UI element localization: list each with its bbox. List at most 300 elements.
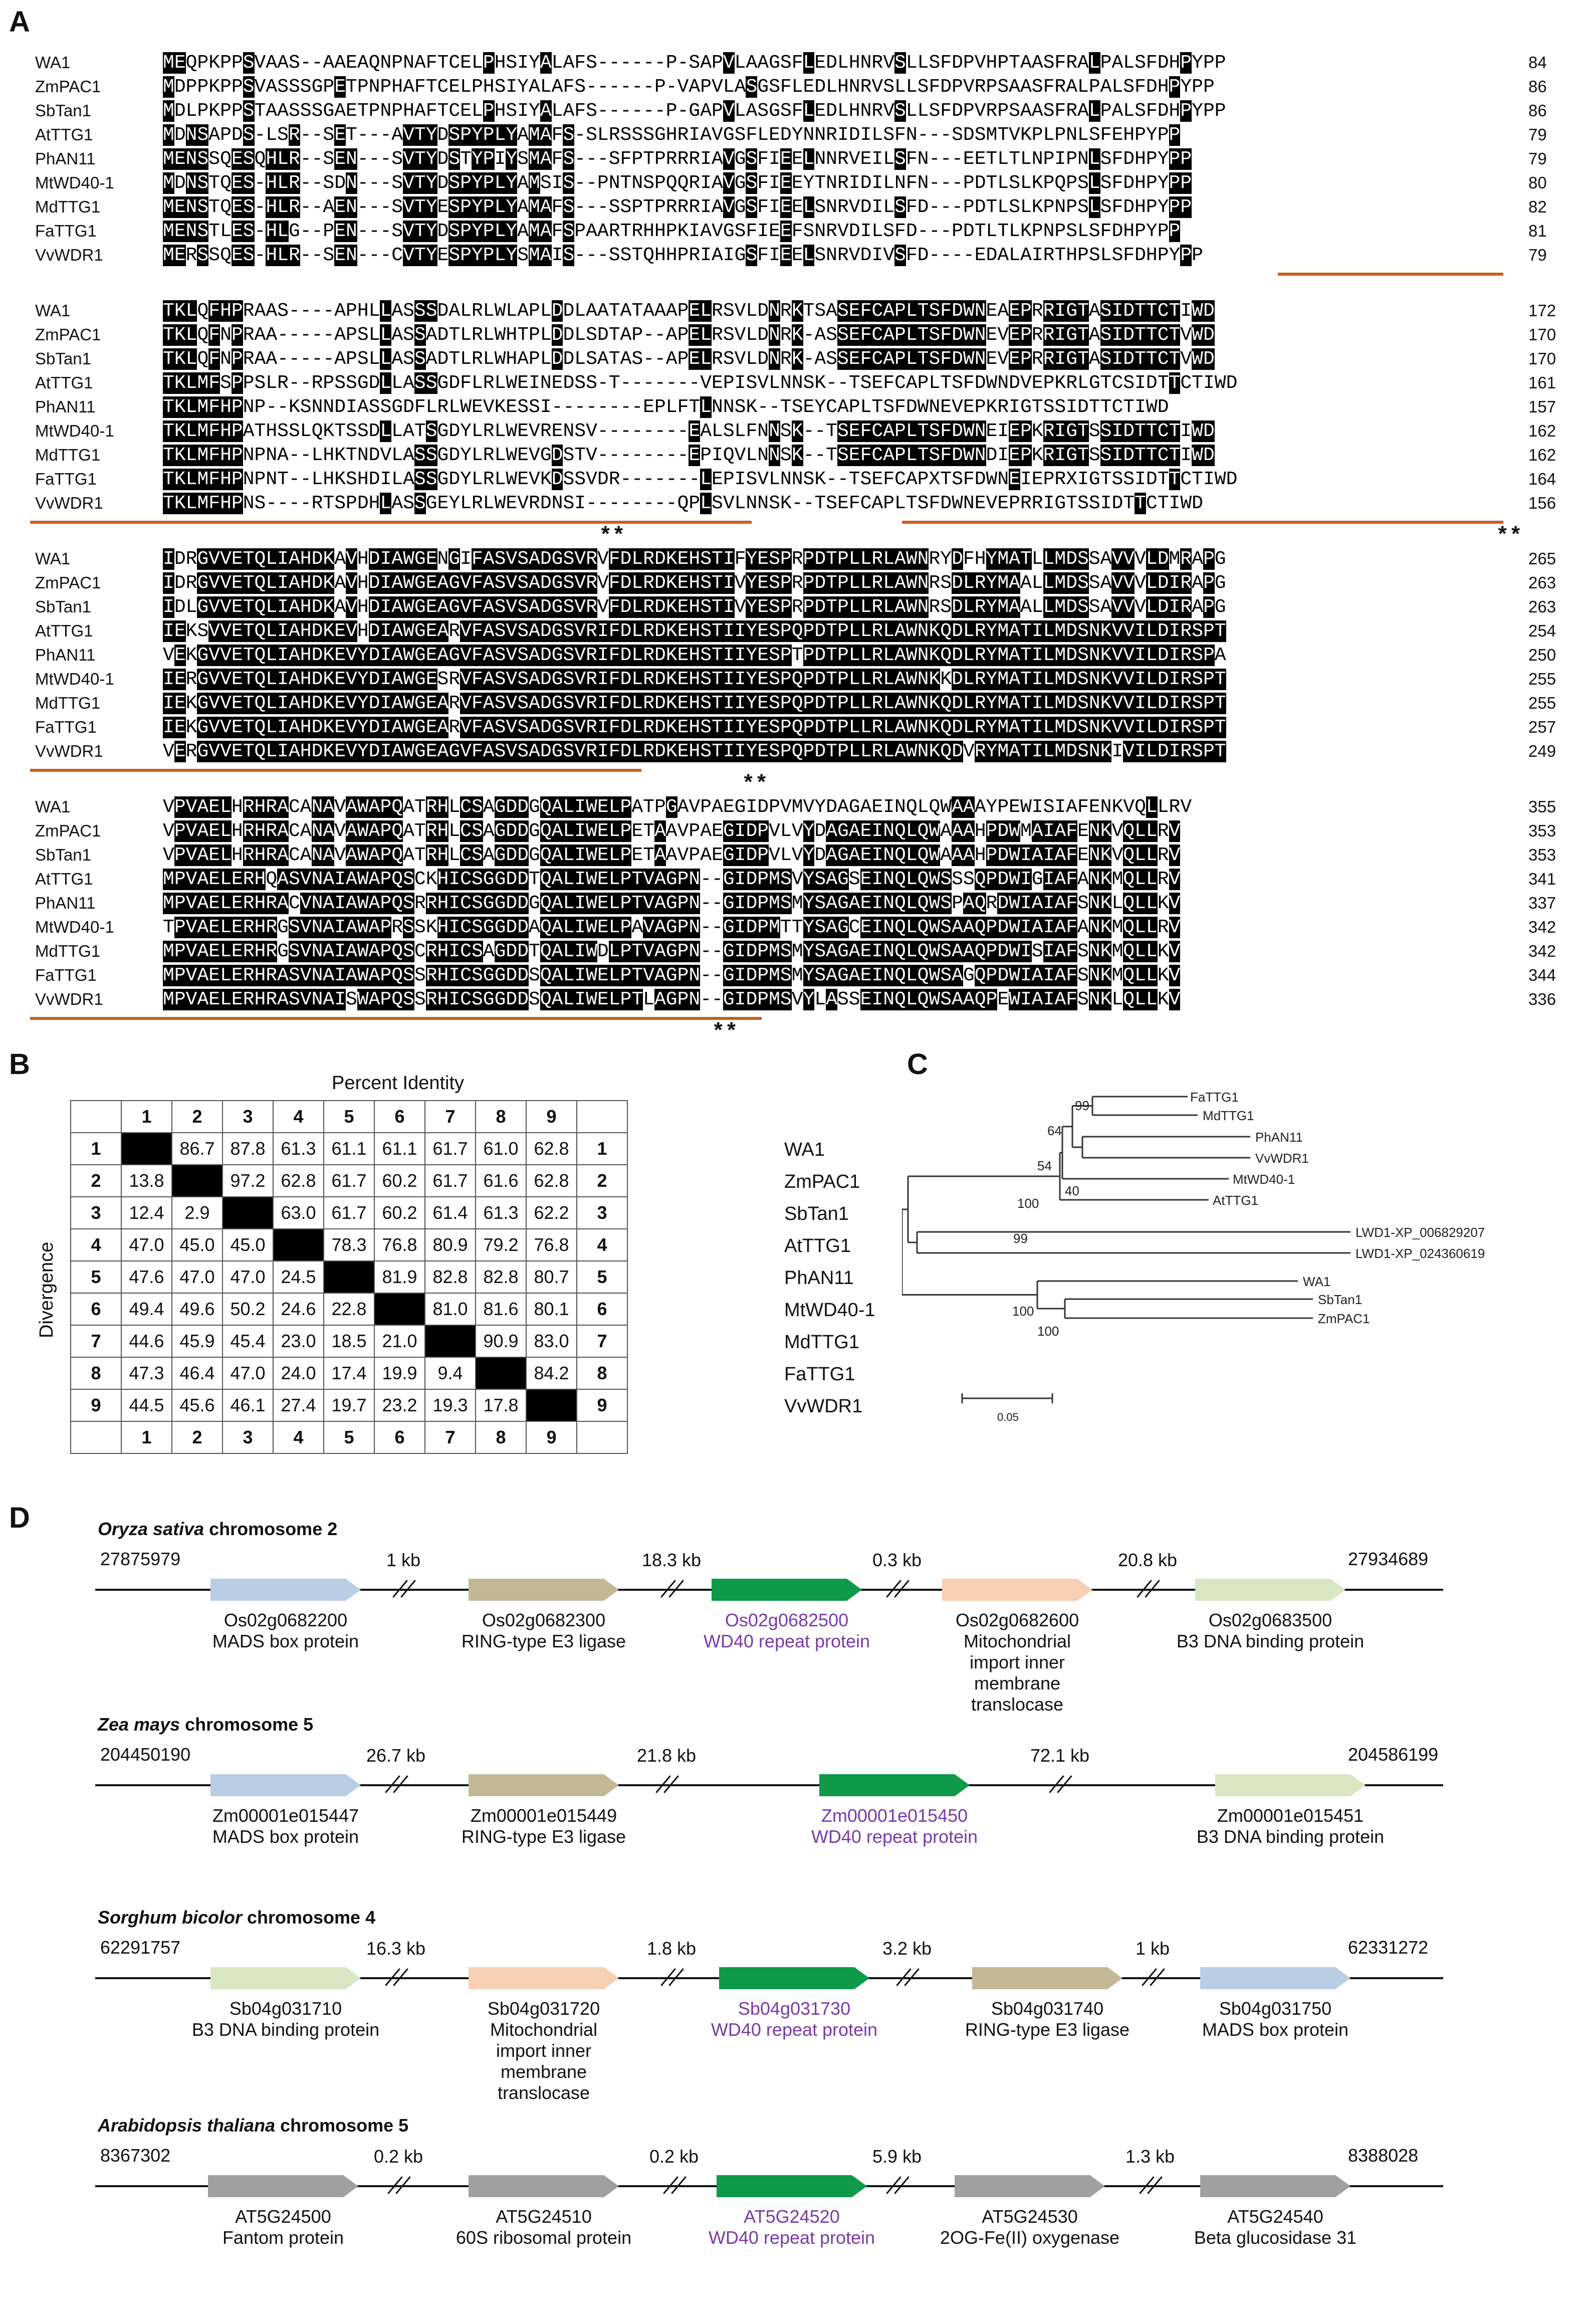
alignment-row [30,467,1573,491]
sequence-name: VvWDR1 [35,990,103,1008]
alignment-row [30,322,1573,346]
matrix-cell: 83.0 [526,1325,577,1357]
matrix-col-header: 9 [526,1421,577,1453]
bootstrap-value: 99 [1075,1098,1089,1113]
alignment-row [30,715,1573,739]
gene-id: AT5G24500 [235,2206,331,2227]
sequence-name: MdTTG1 [35,197,101,216]
bootstrap-value: 64 [1047,1123,1062,1138]
matrix-row-header: 1 [71,1133,121,1165]
sequence-end-position: 79 [1528,149,1547,168]
chromosome-name: chromosome 4 [247,1907,376,1928]
sequence-name: SbTan1 [35,597,91,616]
sequence-residues: IDRGVVETQLIAHDKAVHDIAWGENGIFASVSADGSVRVFDLRDKEHSTIFYESPRPDTPLLRLAWNRYDFHYMATLLMDSSAVVVLDMRAPG [163,548,1226,570]
matrix-col-header: 2 [172,1421,222,1453]
gap-distance: 1.8 kb [646,1938,697,1959]
gene-id: Os02g0682600 [955,1610,1079,1630]
matrix-cell: 45.9 [172,1325,222,1357]
alignment-block [30,794,1573,1011]
gap-distance: 1 kb [1135,1938,1170,1959]
sequence-end-position: 80 [1528,173,1547,192]
alignment-row [30,394,1573,418]
gene-arrow [469,1579,619,1601]
tree-leaf-label: ZmPAC1 [1318,1311,1370,1326]
gene-label [1177,1610,1364,1652]
divergence-label: Divergence [36,1241,57,1338]
matrix-col-header: 1 [121,1101,172,1133]
matrix-cell: 21.0 [374,1325,425,1357]
gene-description: Beta glucosidase 31 [1194,2227,1357,2248]
identity-matrix-names [784,1134,875,1422]
sequence-name: AtTTG1 [35,373,93,392]
gene-id: AT5G24530 [982,2206,1078,2227]
sequence-residues: VPVAELHRHRACANAVAWAPQATRHLCSAGDDGQALIWELPETAAVPAEGIDPVLVYDAGAEINQLQWAAAHPDWIAIAFENKVQLLRV [163,844,1181,866]
matrix-cell: 90.9 [476,1325,526,1357]
gene-arrow [955,2175,1105,2197]
gene-label [212,1610,359,1652]
matrix-row-header: 2 [577,1165,627,1197]
matrix-cell: 45.4 [222,1325,273,1357]
sequence-residues: IDLGVVETQLIAHDKAVHDIAWGEAGVFASVSADGSVRVFDLRDKEHSTIVYESPRPDTPLLRLAWNRSDLRYMAALLMDSSAVVVLDIRAPG [163,596,1226,618]
sequence-end-position: 337 [1528,894,1556,912]
matrix-diagonal-cell [172,1165,222,1197]
sequence-end-position: 156 [1528,494,1556,512]
sequence-residues: MPVAELERHQASVNAIAWAPQSCKHICSGGDDTQALIWELPTVAGPN--GIDPMSVYSAGSEINQLQWSSSQPDWIGIAFANKMQLLRV [163,869,1181,890]
gene-label [462,1805,626,1847]
matrix-col-header: 6 [374,1101,425,1133]
sequence-residues: IEKSVVETQLIAHDKEVHDIAWGEARVFASVSADGSVRIFDLRDKEHSTIIYESPQPDTPLLRLAWNKQDLRYMATILMDSNKVVILDIRSPT [163,620,1226,642]
phylogenetic-tree [902,1093,1553,1453]
matrix-diagonal-cell [324,1261,374,1293]
sequence-name: WA1 [35,797,71,816]
matrix-row-header: 6 [71,1293,121,1325]
gene-label [1194,2206,1356,2248]
alignment-row [30,891,1573,915]
alignment-row [30,794,1573,818]
alignment-row [30,939,1573,963]
matrix-row-header: 5 [71,1261,121,1293]
sequence-residues: VPVAELHRHRACANAVAWAPQATRHLCSAGDDGQALIWELPETAAVPAEGIDPVLVYDAGAEINQLQWAAAHPDWMAIAFENKVQLLRV [163,820,1181,842]
matrix-row-header: 4 [577,1229,627,1261]
alignment-row [30,370,1573,394]
gap-distance: 20.8 kb [1117,1550,1178,1570]
matrix-cell: 82.8 [425,1261,476,1293]
matrix-cell: 19.3 [425,1389,476,1421]
species-name: Sorghum bicolor [98,1907,242,1928]
matrix-col-header: 3 [222,1101,273,1133]
gap-distance: 18.3 kb [641,1550,702,1570]
matrix-cell: 61.7 [425,1165,476,1197]
matrix-cell: 81.0 [425,1293,476,1325]
alignment-row [30,739,1573,763]
sequence-residues: TKLQFNPRAA-----APSLLASSADTLRLWHAPLDDLSATAS--APELRSVLDNRK-ASSEFCAPLTSFDWNEVEPRRIGTASIDTTCTVWD [163,348,1215,370]
panel-c-label: C [907,1048,928,1081]
matrix-corner [71,1421,121,1453]
sequence-name: PhAN11 [35,894,96,912]
gene-id: Zm00001e015450 [821,1805,968,1826]
gene-description: WD40 repeat protein [708,2227,875,2248]
tree-leaf-label: LWD1-XP_006829207 [1355,1225,1485,1240]
matrix-cell: 19.7 [324,1389,374,1421]
sequence-name: FaTTG1 [35,222,97,240]
gene-label [212,1805,359,1847]
alignment-row [30,491,1573,515]
gene-description: Fantom protein [222,2227,344,2248]
gap-distance: 3.2 kb [882,1938,932,1959]
tree-leaf-label: AtTTG1 [1213,1193,1259,1208]
gene-arrow [1215,1774,1366,1796]
gene-label [704,1610,870,1652]
alignment-row [30,74,1573,98]
sequence-end-position: 249 [1528,742,1556,760]
gene-label [942,1610,1092,1715]
sequence-residues: MDLPKPPSTAASSSGAETPNPHAFTCELPHSIYALAFS------P-GAPVLASGSFLEDLHNRVSLLSFDPVRPSAASFRALPALSFDHPYPP [163,100,1226,122]
gene-description: RING-type E3 ligase [461,1826,626,1847]
sequence-name: AtTTG1 [35,621,93,640]
alignment-row [30,570,1573,594]
gene-id: Os02g0682500 [725,1610,849,1630]
sequence-name: WA1 [35,549,71,568]
alignment-row [30,146,1573,170]
matrix-cell: 86.7 [172,1133,222,1165]
matrix-cell: 12.4 [121,1197,172,1229]
matrix-cell: 45.6 [172,1389,222,1421]
gene-id: Sb04g031750 [1219,1998,1332,2019]
matrix-cell: 62.2 [526,1197,577,1229]
alignment-row [30,170,1573,194]
sequence-end-position: 84 [1528,53,1547,72]
alignment-row [30,691,1573,715]
gene-id: Sb04g031730 [738,1998,851,2019]
conserved-stars: ** [742,772,768,797]
gene-arrow [819,1774,970,1796]
left-coordinate: 204450190 [100,1744,191,1765]
sequence-end-position: 353 [1528,846,1556,864]
gene-id: AT5G24510 [496,2206,592,2227]
alignment-row [30,867,1573,891]
matrix-cell: 47.3 [121,1357,172,1389]
sequence-name: PhAN11 [35,397,96,416]
matrix-cell: 47.0 [222,1261,273,1293]
alignment-row [30,122,1573,146]
matrix-col-header: 8 [476,1101,526,1133]
gap-distance: 1.3 kb [1125,2146,1175,2167]
alignment-row [30,618,1573,643]
sequence-name: SbTan1 [35,349,91,368]
sequence-end-position: 255 [1528,670,1556,688]
matrix-diagonal-cell [526,1389,577,1421]
bootstrap-value: 100 [1017,1196,1039,1211]
sequence-end-position: 162 [1528,421,1556,440]
alignment-block [30,50,1573,267]
alignment-row [30,219,1573,243]
matrix-cell: 61.7 [324,1165,374,1197]
matrix-col-header: 4 [273,1421,324,1453]
matrix-cell: 62.8 [526,1133,577,1165]
gene-label [456,2206,631,2248]
matrix-cell: 47.0 [222,1357,273,1389]
tree-leaf-label: MdTTG1 [1203,1108,1254,1123]
matrix-sequence-name: VvWDR1 [784,1396,863,1417]
sequence-residues: MERSSQES-HLR--SEN---CVTYESPYPLYSMAIS---SSTQHHPRIAIGSFIEELSNRVDIVSFD----EDALAIRTHPSLSFDHPYPP [163,245,1203,266]
matrix-col-header: 2 [172,1101,222,1133]
gene-description: Mitochondrial import inner membrane translocase [963,1631,1071,1715]
alignment-row [30,50,1573,74]
matrix-col-header: 5 [324,1101,374,1133]
gene-label [222,2206,344,2248]
sequence-name: AtTTG1 [35,870,93,888]
gap-distance: 5.9 kb [872,2146,922,2167]
alignment-row [30,987,1573,1011]
tree-leaf-label: MtWD40-1 [1233,1172,1295,1187]
alignment-row [30,243,1573,267]
matrix-cell: 27.4 [273,1389,324,1421]
gap-distance: 21.8 kb [636,1745,697,1766]
percent-identity-title: Percent Identity [332,1073,465,1094]
species-name: Arabidopsis thaliana [98,2115,276,2136]
sequence-end-position: 250 [1528,646,1556,664]
matrix-cell: 17.8 [476,1389,526,1421]
left-coordinate: 8367302 [100,2145,171,2166]
sequence-residues: IERGVVETQLIAHDKEVYDIAWGESRVFASVSADGSVRIFDLRDKEHSTIIYESPQPDTPLLRLAWNKKDLRYMATILMDSNKVVILDIRSPT [163,669,1226,690]
sequence-name: ZmPAC1 [35,573,101,592]
gene-arrow [942,1579,1092,1601]
gene-label [1202,1998,1348,2040]
matrix-row-header: 8 [577,1357,627,1389]
gap-distance: 26.7 kb [366,1745,426,1766]
motif-underline [902,521,1503,524]
gap-distance: 0.2 kb [649,2146,699,2167]
matrix-diagonal-cell [121,1133,172,1165]
gene-description: MADS box protein [212,1826,359,1847]
gene-id: Os02g0682200 [223,1610,348,1630]
matrix-cell: 80.1 [526,1293,577,1325]
matrix-diagonal-cell [476,1357,526,1389]
gene-label [940,2206,1119,2248]
matrix-cell: 50.2 [222,1293,273,1325]
gene-id: Zm00001e015451 [1217,1805,1364,1826]
right-coordinate: 204586199 [1348,1744,1439,1765]
sequence-residues: TKLMFHPNS----RTSPDHLASSGEYLRLWEVRDNSI--------QPLSVLNNSK--TSEFCAPLTSFDWNEVEPRRIGTSSIDTTCTIWD [163,493,1203,514]
matrix-cell: 44.5 [121,1389,172,1421]
bootstrap-value: 54 [1037,1158,1052,1173]
matrix-row-header: 4 [71,1229,121,1261]
matrix-cell: 24.6 [273,1293,324,1325]
gene-arrow [712,1579,862,1601]
sequence-name: MtWD40-1 [35,670,114,688]
matrix-cell: 44.6 [121,1325,172,1357]
matrix-cell: 22.8 [324,1293,374,1325]
tree-scale-label: 0.05 [997,1411,1019,1423]
matrix-cell: 82.8 [476,1261,526,1293]
gene-description: B3 DNA binding protein [1196,1826,1385,1847]
gene-description: WD40 repeat protein [703,1631,870,1651]
sequence-residues: TKLMFHPNPNT--LHKSHDILASSGDYLRLWEVKDSSVDR-------LEPISVLNNSK--TSEFCAPXTSFDWNEIEPRXIGTSSIDTTCTIWD [163,469,1238,490]
matrix-cell: 76.8 [526,1229,577,1261]
matrix-cell: 23.2 [374,1389,425,1421]
gene-description: B3 DNA binding protein [191,2019,380,2040]
sequence-end-position: 172 [1528,301,1556,320]
sequence-end-position: 263 [1528,573,1556,592]
species-name: Zea mays [98,1714,180,1735]
gene-id: Zm00001e015447 [212,1805,359,1826]
gene-id: Os02g0682300 [482,1610,606,1630]
matrix-cell: 87.8 [222,1133,273,1165]
matrix-col-header: 5 [324,1421,374,1453]
matrix-cell: 63.0 [273,1197,324,1229]
matrix-row-header: 3 [71,1197,121,1229]
conserved-stars: ** [712,1020,738,1045]
gene-description: RING-type E3 ligase [965,2019,1130,2040]
gene-description: WD40 repeat protein [711,2019,878,2040]
right-coordinate: 62331272 [1348,1937,1429,1958]
matrix-cell: 79.2 [476,1229,526,1261]
matrix-col-header: 7 [425,1101,476,1133]
sequence-name: VvWDR1 [35,494,103,512]
matrix-cell: 47.6 [121,1261,172,1293]
sequence-end-position: 355 [1528,797,1556,816]
gene-id: Zm00001e015449 [470,1805,617,1826]
sequence-name: MtWD40-1 [35,173,114,192]
conserved-stars: ** [599,524,625,549]
matrix-cell: 62.8 [526,1165,577,1197]
matrix-sequence-name: AtTTG1 [784,1235,851,1256]
matrix-cell: 17.4 [324,1357,374,1389]
sequence-name: PhAN11 [35,646,96,664]
matrix-row-header: 1 [577,1133,627,1165]
sequence-name: FaTTG1 [35,718,97,736]
matrix-cell: 61.0 [476,1133,526,1165]
matrix-cell: 61.3 [273,1133,324,1165]
sequence-residues: TKLQFNPRAA-----APSLLASSADTLRLWHTPLDDLSDTAP--APELRSVLDNRK-ASSEFCAPLTSFDWNEVEPRRIGTASIDTTCTVWD [163,324,1215,346]
alignment-row [30,98,1573,122]
matrix-row-header: 7 [71,1325,121,1357]
gene-arrow [1195,1579,1345,1601]
alignment-row [30,818,1573,842]
sequence-residues: IDRGVVETQLIAHDKAVHDIAWGEAGVFASVSADGSVRVFDLRDKEHSTIVYESPRPDTPLLRLAWNRSDLRYMAALLMDSSAVVVLDIRAPG [163,572,1226,594]
gene-id: Os02g0683500 [1208,1610,1332,1630]
sequence-end-position: 82 [1528,197,1547,216]
matrix-cell: 19.9 [374,1357,425,1389]
sequence-residues: MPVAELERHRASVNAIAWAPQSSRHICSGGDDSQALIWELPTVAGPN--GIDPMSMYSAGAEINQLQWSAGQPDWIAIAFSNKMQLLKV [163,965,1181,986]
matrix-row-header: 9 [577,1389,627,1421]
sequence-end-position: 265 [1528,549,1556,568]
matrix-col-header: 6 [374,1421,425,1453]
sequence-residues: MENSTLES-HLG--PEN---SVTYDSPYPLYAMAFSPAARTRHHPKIAVGSFIEEFSNRVDILSFD---PDTLTLKPNPSLSFDHPYPP [163,221,1181,242]
matrix-cell: 46.4 [172,1357,222,1389]
motif-underline [30,1017,762,1020]
sequence-name: MtWD40-1 [35,421,114,440]
matrix-corner [577,1421,627,1453]
gene-description: B3 DNA binding protein [1176,1631,1365,1651]
chromosome-title [98,2115,408,2136]
alignment-row [30,667,1573,691]
bootstrap-value: 40 [1065,1183,1079,1198]
gap-distance: 72.1 kb [1030,1745,1090,1766]
chromosome-name: chromosome 5 [280,2115,409,2136]
alignment-row [30,418,1573,443]
sequence-end-position: 170 [1528,349,1556,368]
matrix-row-header: 6 [577,1293,627,1325]
sequence-residues: MENSTQES-HLR--AEN---SVTYESPYPLYAMAFS---SSPTPRRRIAVGSFIEELSNRVDILSFD---PDTLSLKPNPSLSFDHPYPP [163,196,1192,218]
bootstrap-value: 99 [1013,1231,1028,1246]
matrix-cell: 24.5 [273,1261,324,1293]
sequence-end-position: 86 [1528,101,1547,120]
matrix-cell: 61.6 [476,1165,526,1197]
matrix-cell: 45.0 [172,1229,222,1261]
matrix-diagonal-cell [374,1293,425,1325]
alignment-row [30,194,1573,219]
gene-label [1197,1805,1384,1847]
gene-id: Sb04g031740 [991,1998,1104,2019]
gene-arrow [469,1967,619,1989]
alignment-row [30,443,1573,467]
sequence-residues: MDNSTQES-HLR--SDN---SVTYDSPYPLYAMSIS--PNTNSPQQRIAVGSFIEEYTNRIDILNFN---PDTLSLKPQPSLSFDHPYPP [163,172,1192,194]
sequence-end-position: 353 [1528,821,1556,840]
sequence-residues: VPVAELHRHRACANAVAWAPQATRHLCSAGDDGQALIWELPATPGAVPAEGIDPVMVYDAGAEINQLQWAAAYPEWISIAFENKVQLLRV [163,796,1192,818]
chromosome-title [98,1519,337,1540]
matrix-cell: 81.9 [374,1261,425,1293]
alignment-block [30,298,1573,515]
tree-leaf-label: WA1 [1303,1274,1331,1289]
sequence-end-position: 86 [1528,77,1547,96]
tree-leaf-label: PhAN11 [1255,1130,1303,1145]
sequence-name: WA1 [35,301,71,320]
matrix-cell: 61.1 [374,1133,425,1165]
gene-id: Sb04g031710 [229,1998,342,2019]
motif-underline [30,521,752,524]
gap-distance: 0.2 kb [373,2146,423,2167]
chromosome-name: chromosome 2 [209,1519,338,1539]
tree-leaf-label: VvWDR1 [1255,1151,1309,1166]
sequence-end-position: 79 [1528,246,1547,264]
gene-label [469,1998,619,2103]
matrix-cell: 84.2 [526,1357,577,1389]
sequence-end-position: 342 [1528,942,1556,960]
species-name: Oryza sativa [98,1519,204,1539]
alignment-row [30,298,1573,322]
matrix-diagonal-cell [222,1197,273,1229]
sequence-end-position: 263 [1528,597,1556,616]
alignment-row [30,546,1573,570]
conserved-stars: ** [1496,524,1522,549]
sequence-end-position: 161 [1528,373,1556,392]
matrix-col-header: 1 [121,1421,172,1453]
sequence-residues: VEKGVVETQLIAHDKEVYDIAWGEAGVFASVSADGSVRIFDLRDKEHSTIIYESPTPDTPLLRLAWNKQDLRYMATILMDSNKVVILDIRSPA [163,645,1226,666]
gene-label [811,1805,978,1847]
sequence-end-position: 257 [1528,718,1556,736]
matrix-cell: 78.3 [324,1229,374,1261]
gene-arrow [469,1774,619,1796]
matrix-row-header: 3 [577,1197,627,1229]
matrix-row-header: 2 [71,1165,121,1197]
matrix-diagonal-cell [425,1325,476,1357]
sequence-end-position: 157 [1528,397,1556,416]
sequence-residues: VERGVVETQLIAHDKEVYDIAWGEAGVFASVSADGSVRIFDLRDKEHSTIIYESPQPDTPLLRLAWNKQDVRYMATILMDSNKIVILDIRSPT [163,741,1226,762]
sequence-name: MdTTG1 [35,694,101,712]
sequence-name: MdTTG1 [35,942,101,960]
sequence-name: ZmPAC1 [35,77,101,96]
tree-leaf-label: FaTTG1 [1190,1093,1239,1105]
tree-leaf-label: LWD1-XP_024360619 [1355,1246,1485,1261]
gene-id: Sb04g031720 [487,1998,600,2019]
sequence-end-position: 341 [1528,870,1556,888]
gene-description: MADS box protein [212,1631,359,1651]
matrix-corner [577,1101,627,1133]
sequence-residues: MPVAELERHRACVNAIAWAPQSRRHICSGGDDGQALIWELPTVAGPN--GIDPMSMYSAGAEINQLQWSPAQRDWIAIAFSNKLQLLKV [163,893,1181,914]
sequence-residues: MPVAELERHRASVNAISWAPQSSRHICSGGDDSQALIWELPTLAGPN--GIDPMSVYLASSEINQLQWSAAQPEWIAIAFSNKLQLLKV [163,989,1181,1010]
gene-arrow [719,1967,869,1989]
